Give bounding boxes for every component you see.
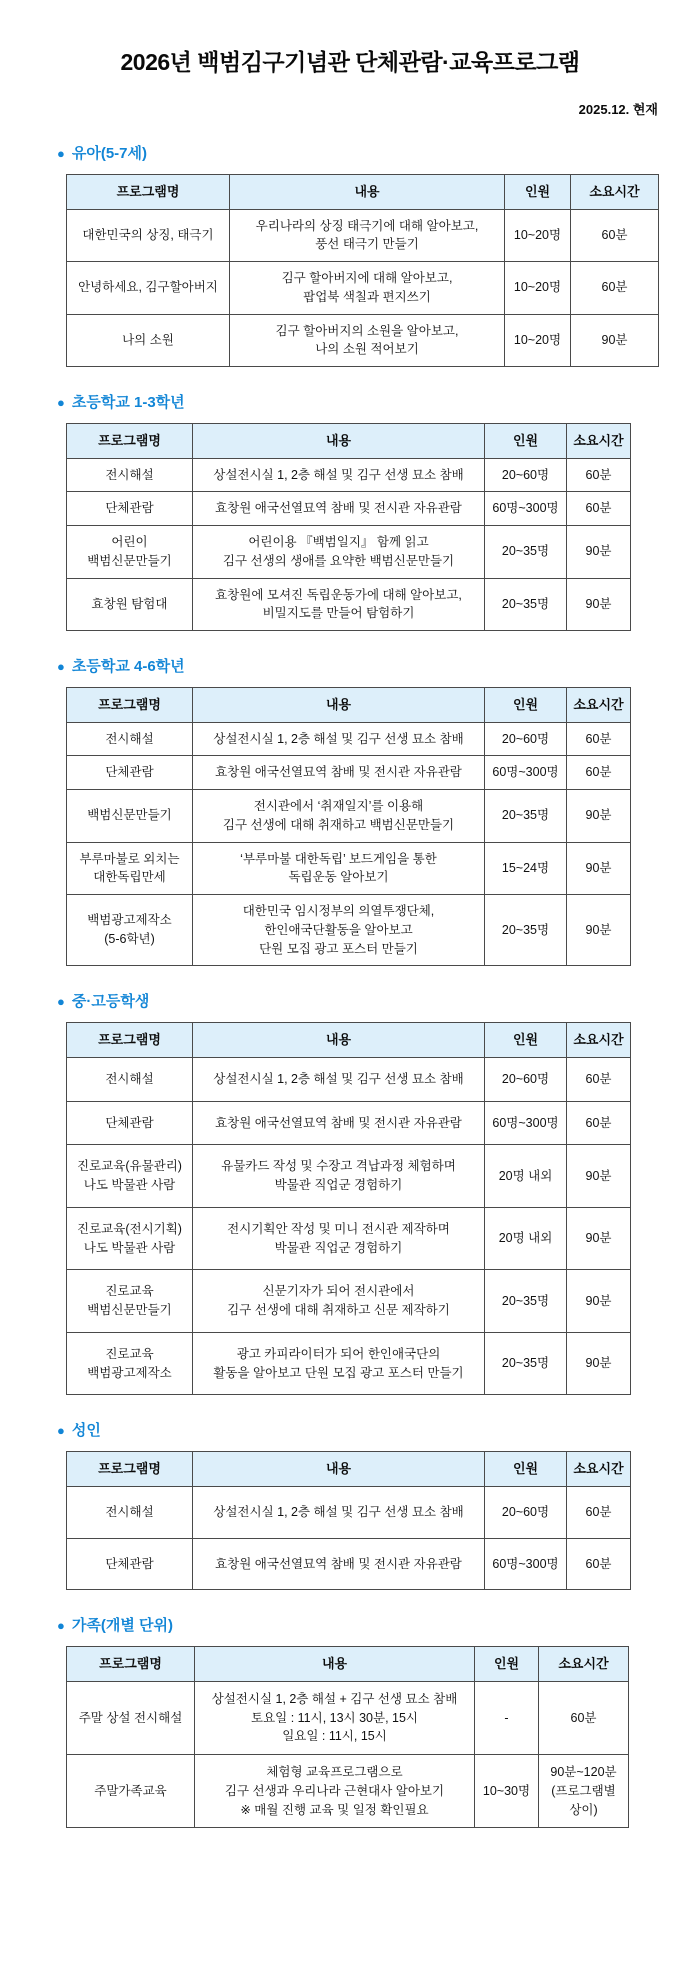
cell-line: 단체관람: [105, 1556, 154, 1571]
column-header: 인원: [485, 424, 567, 459]
cell-line: 대한독립만세: [93, 870, 166, 885]
cell-line: 김구 선생에 대해 취재하고 백범신문만들기: [222, 817, 455, 832]
cell-line: 60분: [585, 467, 612, 482]
cell-line: 15~24명: [501, 860, 550, 875]
program-table: [66, 423, 631, 631]
cell-line: 단체관람: [105, 501, 154, 516]
cell-line: 주말가족교육: [94, 1783, 167, 1798]
section-5: [57, 1419, 660, 1590]
cell-people: [485, 1332, 567, 1395]
cell-content: [193, 1057, 485, 1101]
table-row: [67, 578, 631, 631]
table-header-row: [67, 424, 631, 459]
cell-line: 효창원에 모셔진 독립운동가에 대해 알아보고,: [215, 587, 462, 602]
cell-program-name: [67, 756, 193, 790]
cell-duration: [539, 1755, 629, 1828]
sections-container: [0, 142, 700, 1828]
section-bullet-icon: ●: [57, 1618, 65, 1634]
cell-line: 60분: [585, 1115, 612, 1130]
cell-line: 어린이용 『백범일지』 함께 읽고: [248, 535, 429, 549]
cell-program-name: [67, 1145, 193, 1208]
cell-duration: [571, 314, 659, 367]
section-heading: [57, 391, 660, 412]
cell-program-name: [67, 1755, 195, 1828]
cell-duration: [567, 1270, 631, 1333]
cell-line: 효창원 애국선열묘역 참배 및 전시관 자유관람: [215, 1115, 462, 1130]
cell-duration: [571, 262, 659, 315]
cell-line: 단원 모집 광고 포스터 만들기: [259, 941, 418, 956]
cell-line: 진로교육(전시기획): [77, 1221, 182, 1236]
cell-line: 60분: [585, 1504, 612, 1519]
table-row: [67, 722, 631, 756]
cell-line: 90분: [585, 808, 612, 823]
cell-line: 60분: [570, 1710, 597, 1725]
cell-people: [485, 1057, 567, 1101]
cell-content: [195, 1755, 475, 1828]
cell-line: 전시관에서 ‘취재일지’를 이용해: [253, 799, 424, 813]
cell-people: [505, 262, 571, 315]
cell-duration: [567, 578, 631, 631]
cell-line: 김구 할아버지의 소원을 알아보고,: [275, 323, 459, 338]
cell-duration: [567, 756, 631, 790]
cell-duration: [567, 1145, 631, 1208]
cell-line: 전시해설: [105, 1071, 154, 1086]
column-header: 인원: [505, 175, 571, 210]
cell-line: 백범신문만들기: [87, 1303, 172, 1317]
column-header: 소요시간: [571, 175, 659, 210]
cell-line: 토요일 : 11시, 13시 30분, 15시: [251, 1710, 418, 1725]
section-2: [57, 391, 660, 631]
cell-people: [485, 1486, 567, 1538]
cell-line: 전시해설: [105, 731, 154, 746]
cell-line: 20~35명: [501, 922, 550, 937]
table-row: [67, 314, 659, 367]
section-heading: [57, 655, 660, 676]
cell-line: 90분: [585, 1356, 612, 1371]
cell-program-name: [67, 722, 193, 756]
table-header-row: [67, 688, 631, 723]
section-label: 가족(개별 단위): [71, 1617, 173, 1635]
section-bullet-icon: ●: [57, 395, 65, 410]
cell-line: 신문기자가 되어 전시관에서: [262, 1284, 415, 1299]
cell-content: [193, 1145, 485, 1208]
cell-line: 진로교육: [105, 1284, 154, 1299]
column-header: 인원: [475, 1647, 539, 1682]
table-header-row: [67, 1452, 631, 1487]
cell-line: 10~20명: [513, 332, 562, 347]
cell-content: [195, 1681, 475, 1754]
cell-line: 체험형 교육프로그램으로: [266, 1765, 403, 1779]
cell-content: [193, 1332, 485, 1395]
table-row: [67, 756, 631, 790]
cell-line: 나도 박물관 사람: [83, 1240, 176, 1255]
cell-line: 백범광고제작소: [87, 913, 172, 928]
cell-line: 백범광고제작소: [87, 1365, 172, 1380]
cell-duration: [567, 842, 631, 895]
cell-line: 90분: [601, 332, 628, 347]
cell-line: 20~60명: [501, 467, 550, 482]
column-header: 인원: [485, 688, 567, 723]
cell-line: 20~35명: [501, 1293, 550, 1308]
cell-duration: [539, 1681, 629, 1754]
cell-line: 60분: [585, 1556, 612, 1571]
cell-line: 나의 소원: [122, 332, 174, 347]
cell-line: 60명~300명: [492, 1556, 559, 1571]
cell-line: (5-6학년): [104, 932, 155, 947]
cell-people: [485, 492, 567, 526]
table-row: [67, 209, 659, 262]
column-header: 프로그램명: [67, 688, 193, 723]
cell-line: 60분: [585, 1071, 612, 1086]
cell-line: 20~60명: [501, 731, 550, 746]
cell-line: 진로교육(유물관리): [77, 1159, 182, 1174]
table-row: [67, 1755, 629, 1828]
cell-line: 20명 내외: [498, 1231, 553, 1246]
cell-line: 상설전시실 1, 2층 해설 및 김구 선생 묘소 참배: [213, 1504, 464, 1519]
table-row: [67, 1101, 631, 1145]
cell-line: 상설전시실 1, 2층 해설 및 김구 선생 묘소 참배: [213, 467, 464, 482]
cell-program-name: [67, 209, 230, 262]
cell-line: 효창원 애국선열묘역 참배 및 전시관 자유관람: [215, 501, 462, 516]
cell-line: 일요일 : 11시, 15시: [282, 1729, 387, 1744]
cell-line: 대한민국 임시정부의 의열투쟁단체,: [242, 904, 435, 918]
cell-people: [485, 578, 567, 631]
cell-program-name: [67, 1681, 195, 1754]
table-row: [67, 1486, 631, 1538]
cell-line: 한인애국단활동을 알아보고: [264, 922, 413, 937]
cell-duration: [567, 492, 631, 526]
cell-line: 비밀지도를 만들어 탐험하기: [262, 606, 415, 621]
cell-line: 풍선 태극기 만들기: [315, 237, 419, 252]
section-heading: [57, 1419, 660, 1440]
cell-line: 단체관람: [105, 1115, 154, 1130]
column-header: 프로그램명: [67, 424, 193, 459]
cell-program-name: [67, 458, 193, 492]
table-row: [67, 895, 631, 966]
cell-line: 60분: [585, 731, 612, 746]
cell-duration: [567, 1101, 631, 1145]
table-header-row: [67, 1023, 631, 1058]
cell-line: 어린이: [111, 535, 148, 549]
section-6: [57, 1614, 660, 1828]
column-header: 내용: [193, 424, 485, 459]
column-header: 내용: [193, 1023, 485, 1058]
cell-program-name: [67, 492, 193, 526]
cell-line: 60분: [585, 765, 612, 780]
program-table: [66, 1646, 629, 1828]
cell-line: 나의 소원 적어보기: [315, 342, 419, 357]
column-header: 내용: [230, 175, 505, 210]
cell-line: 60명~300명: [492, 765, 559, 780]
cell-program-name: [67, 790, 193, 843]
cell-duration: [571, 209, 659, 262]
table-row: [67, 790, 631, 843]
section-heading: [57, 142, 660, 163]
cell-line: 60분: [601, 280, 628, 295]
section-heading: [57, 990, 660, 1011]
cell-program-name: [67, 1538, 193, 1590]
cell-content: [193, 756, 485, 790]
page-title: 2026년 백범김구기념관 단체관람·교육프로그램: [120, 49, 580, 75]
cell-line: 백범신문만들기: [87, 808, 172, 823]
cell-program-name: [67, 578, 193, 631]
program-table: [66, 174, 659, 367]
cell-duration: [567, 1057, 631, 1101]
cell-program-name: [67, 842, 193, 895]
section-4: [57, 990, 660, 1395]
column-header: 내용: [193, 1452, 485, 1487]
cell-line: 독립운동 알아보기: [288, 870, 389, 885]
cell-line: 광고 카피라이터가 되어 한인애국단의: [236, 1346, 441, 1361]
table-row: [67, 1057, 631, 1101]
cell-line: 전시기획안 작성 및 미니 전시관 제작하며: [227, 1221, 450, 1236]
column-header: 인원: [485, 1023, 567, 1058]
section-label: 중·고등학생: [71, 993, 150, 1011]
cell-content: [193, 578, 485, 631]
program-table: [66, 1022, 631, 1395]
cell-people: [475, 1681, 539, 1754]
table-row: [67, 458, 631, 492]
cell-line: 20~35명: [501, 544, 550, 559]
cell-program-name: [67, 1057, 193, 1101]
table-row: [67, 1332, 631, 1395]
cell-line: 20명 내외: [498, 1168, 553, 1183]
cell-duration: [567, 722, 631, 756]
section-label: 초등학교 4-6학년: [71, 658, 185, 675]
cell-people: [485, 1101, 567, 1145]
cell-people: [485, 458, 567, 492]
column-header: 소요시간: [567, 688, 631, 723]
cell-line: 김구 선생의 생애를 요약한 백범신문만들기: [222, 553, 455, 568]
cell-line: 백범신문만들기: [87, 553, 172, 568]
cell-line: 90분: [585, 544, 612, 559]
section-label: 성인: [71, 1422, 101, 1440]
cell-line: 단체관람: [105, 765, 154, 780]
cell-line: 대한민국의 상징, 태극기: [82, 227, 214, 242]
table-row: [67, 492, 631, 526]
cell-line: 안녕하세요, 김구할아버지: [78, 280, 218, 295]
cell-line: 90분: [585, 1168, 612, 1183]
cell-people: [485, 790, 567, 843]
cell-people: [485, 1207, 567, 1270]
cell-line: 90분: [585, 596, 612, 611]
column-header: 소요시간: [539, 1647, 629, 1682]
column-header: 인원: [485, 1452, 567, 1487]
cell-program-name: [67, 1486, 193, 1538]
cell-line: 20~35명: [501, 808, 550, 823]
table-row: [67, 1681, 629, 1754]
section-label: 초등학교 1-3학년: [71, 394, 185, 411]
cell-content: [193, 1101, 485, 1145]
cell-content: [193, 1538, 485, 1590]
table-header-row: [67, 1647, 629, 1682]
table-header-row: [67, 175, 659, 210]
cell-line: 20~60명: [501, 1504, 550, 1519]
cell-line: 효창원 애국선열묘역 참배 및 전시관 자유관람: [215, 1556, 462, 1571]
cell-line: 20~60명: [501, 1071, 550, 1086]
cell-line: ‘부루마불 대한독립’ 보드게임을 통한: [240, 851, 437, 866]
cell-program-name: [67, 895, 193, 966]
cell-line: 60명~300명: [492, 501, 559, 516]
column-header: 소요시간: [567, 424, 631, 459]
cell-line: 효창원 애국선열묘역 참배 및 전시관 자유관람: [215, 765, 462, 780]
cell-content: [193, 790, 485, 843]
cell-people: [485, 895, 567, 966]
cell-duration: [567, 1486, 631, 1538]
cell-content: [193, 722, 485, 756]
cell-duration: [567, 458, 631, 492]
cell-content: [193, 492, 485, 526]
cell-people: [505, 209, 571, 262]
cell-line: 활동을 알아보고 단원 모집 광고 포스터 만들기: [213, 1365, 464, 1380]
cell-line: 김구 선생과 우리나라 근현대사 알아보기: [224, 1783, 445, 1798]
cell-program-name: [67, 1207, 193, 1270]
table-row: [67, 262, 659, 315]
cell-line: 진로교육: [105, 1346, 154, 1361]
cell-line: 부루마불로 외치는: [79, 851, 180, 866]
cell-duration: [567, 790, 631, 843]
cell-people: [485, 756, 567, 790]
cell-line: 박물관 직업군 경험하기: [274, 1178, 403, 1192]
cell-line: 박물관 직업군 경험하기: [274, 1240, 403, 1255]
cell-people: [485, 1270, 567, 1333]
cell-content: [193, 458, 485, 492]
cell-line: 90분: [585, 860, 612, 875]
column-header: 소요시간: [567, 1452, 631, 1487]
cell-program-name: [67, 1101, 193, 1145]
section-bullet-icon: ●: [57, 1423, 65, 1439]
cell-content: [193, 895, 485, 966]
cell-line: -: [504, 1710, 509, 1725]
column-header: 내용: [193, 688, 485, 723]
cell-people: [505, 314, 571, 367]
table-row: [67, 842, 631, 895]
cell-line: ※ 매월 진행 교육 및 일정 확인필요: [240, 1802, 429, 1817]
table-row: [67, 1145, 631, 1208]
section-bullet-icon: ●: [57, 659, 65, 674]
section-3: [57, 655, 660, 966]
cell-line: 김구 할아버지에 대해 알아보고,: [281, 271, 453, 285]
cell-duration: [567, 1332, 631, 1395]
cell-duration: [567, 1538, 631, 1590]
cell-line: 김구 선생에 대해 취재하고 신문 제작하기: [227, 1303, 450, 1317]
cell-line: 팝업북 색칠과 편지쓰기: [303, 289, 431, 304]
cell-content: [193, 842, 485, 895]
cell-line: 전시해설: [105, 467, 154, 482]
cell-line: 20~35명: [501, 596, 550, 611]
cell-line: (프로그램별: [551, 1783, 616, 1798]
cell-line: 유물카드 작성 및 수장고 격납과정 체험하며: [221, 1159, 456, 1174]
program-table: [66, 1451, 631, 1590]
cell-content: [193, 526, 485, 579]
column-header: 프로그램명: [67, 1452, 193, 1487]
cell-line: 우리나라의 상징 태극기에 대해 알아보고,: [255, 218, 479, 233]
cell-content: [193, 1270, 485, 1333]
cell-program-name: [67, 1332, 193, 1395]
cell-content: [230, 262, 505, 315]
cell-people: [485, 722, 567, 756]
cell-line: 90분~120분: [550, 1765, 617, 1779]
section-label: 유아(5-7세): [71, 145, 147, 162]
cell-line: 90분: [585, 922, 612, 937]
table-row: [67, 1270, 631, 1333]
cell-line: 10~20명: [513, 280, 562, 295]
cell-line: 90분: [585, 1293, 612, 1308]
cell-people: [485, 1538, 567, 1590]
table-row: [67, 1207, 631, 1270]
cell-duration: [567, 526, 631, 579]
section-bullet-icon: ●: [57, 994, 65, 1010]
cell-line: 상설전시실 1, 2층 해설 + 김구 선생 묘소 참배: [211, 1691, 458, 1706]
cell-line: 10~30명: [482, 1783, 531, 1798]
cell-program-name: [67, 526, 193, 579]
column-header: 내용: [195, 1647, 475, 1682]
cell-line: 전시해설: [105, 1504, 154, 1519]
column-header: 프로그램명: [67, 1647, 195, 1682]
column-header: 프로그램명: [67, 175, 230, 210]
cell-duration: [567, 895, 631, 966]
cell-duration: [567, 1207, 631, 1270]
cell-line: 20~35명: [501, 1356, 550, 1371]
cell-line: 상이): [569, 1802, 598, 1817]
cell-line: 60명~300명: [492, 1115, 559, 1130]
cell-people: [475, 1755, 539, 1828]
cell-content: [230, 209, 505, 262]
cell-line: 효창원 탐험대: [91, 596, 168, 611]
cell-line: 주말 상설 전시해설: [78, 1710, 183, 1725]
cell-program-name: [67, 1270, 193, 1333]
cell-program-name: [67, 262, 230, 315]
cell-line: 상설전시실 1, 2층 해설 및 김구 선생 묘소 참배: [213, 1071, 464, 1086]
section-heading: [57, 1614, 660, 1635]
cell-line: 90분: [585, 1231, 612, 1246]
cell-content: [230, 314, 505, 367]
cell-line: 10~20명: [513, 227, 562, 242]
cell-content: [193, 1207, 485, 1270]
cell-people: [485, 842, 567, 895]
table-row: [67, 526, 631, 579]
section-bullet-icon: ●: [57, 146, 65, 161]
cell-content: [193, 1486, 485, 1538]
program-table: [66, 687, 631, 966]
table-row: [67, 1538, 631, 1590]
cell-people: [485, 526, 567, 579]
column-header: 프로그램명: [67, 1023, 193, 1058]
cell-program-name: [67, 314, 230, 367]
cell-people: [485, 1145, 567, 1208]
cell-line: 60분: [585, 501, 612, 516]
section-1: [57, 142, 660, 367]
cell-line: 상설전시실 1, 2층 해설 및 김구 선생 묘소 참배: [213, 731, 464, 746]
date-note: 2025.12. 현재: [578, 102, 658, 117]
cell-line: 60분: [601, 227, 628, 242]
column-header: 소요시간: [567, 1023, 631, 1058]
cell-line: 나도 박물관 사람: [83, 1178, 176, 1192]
